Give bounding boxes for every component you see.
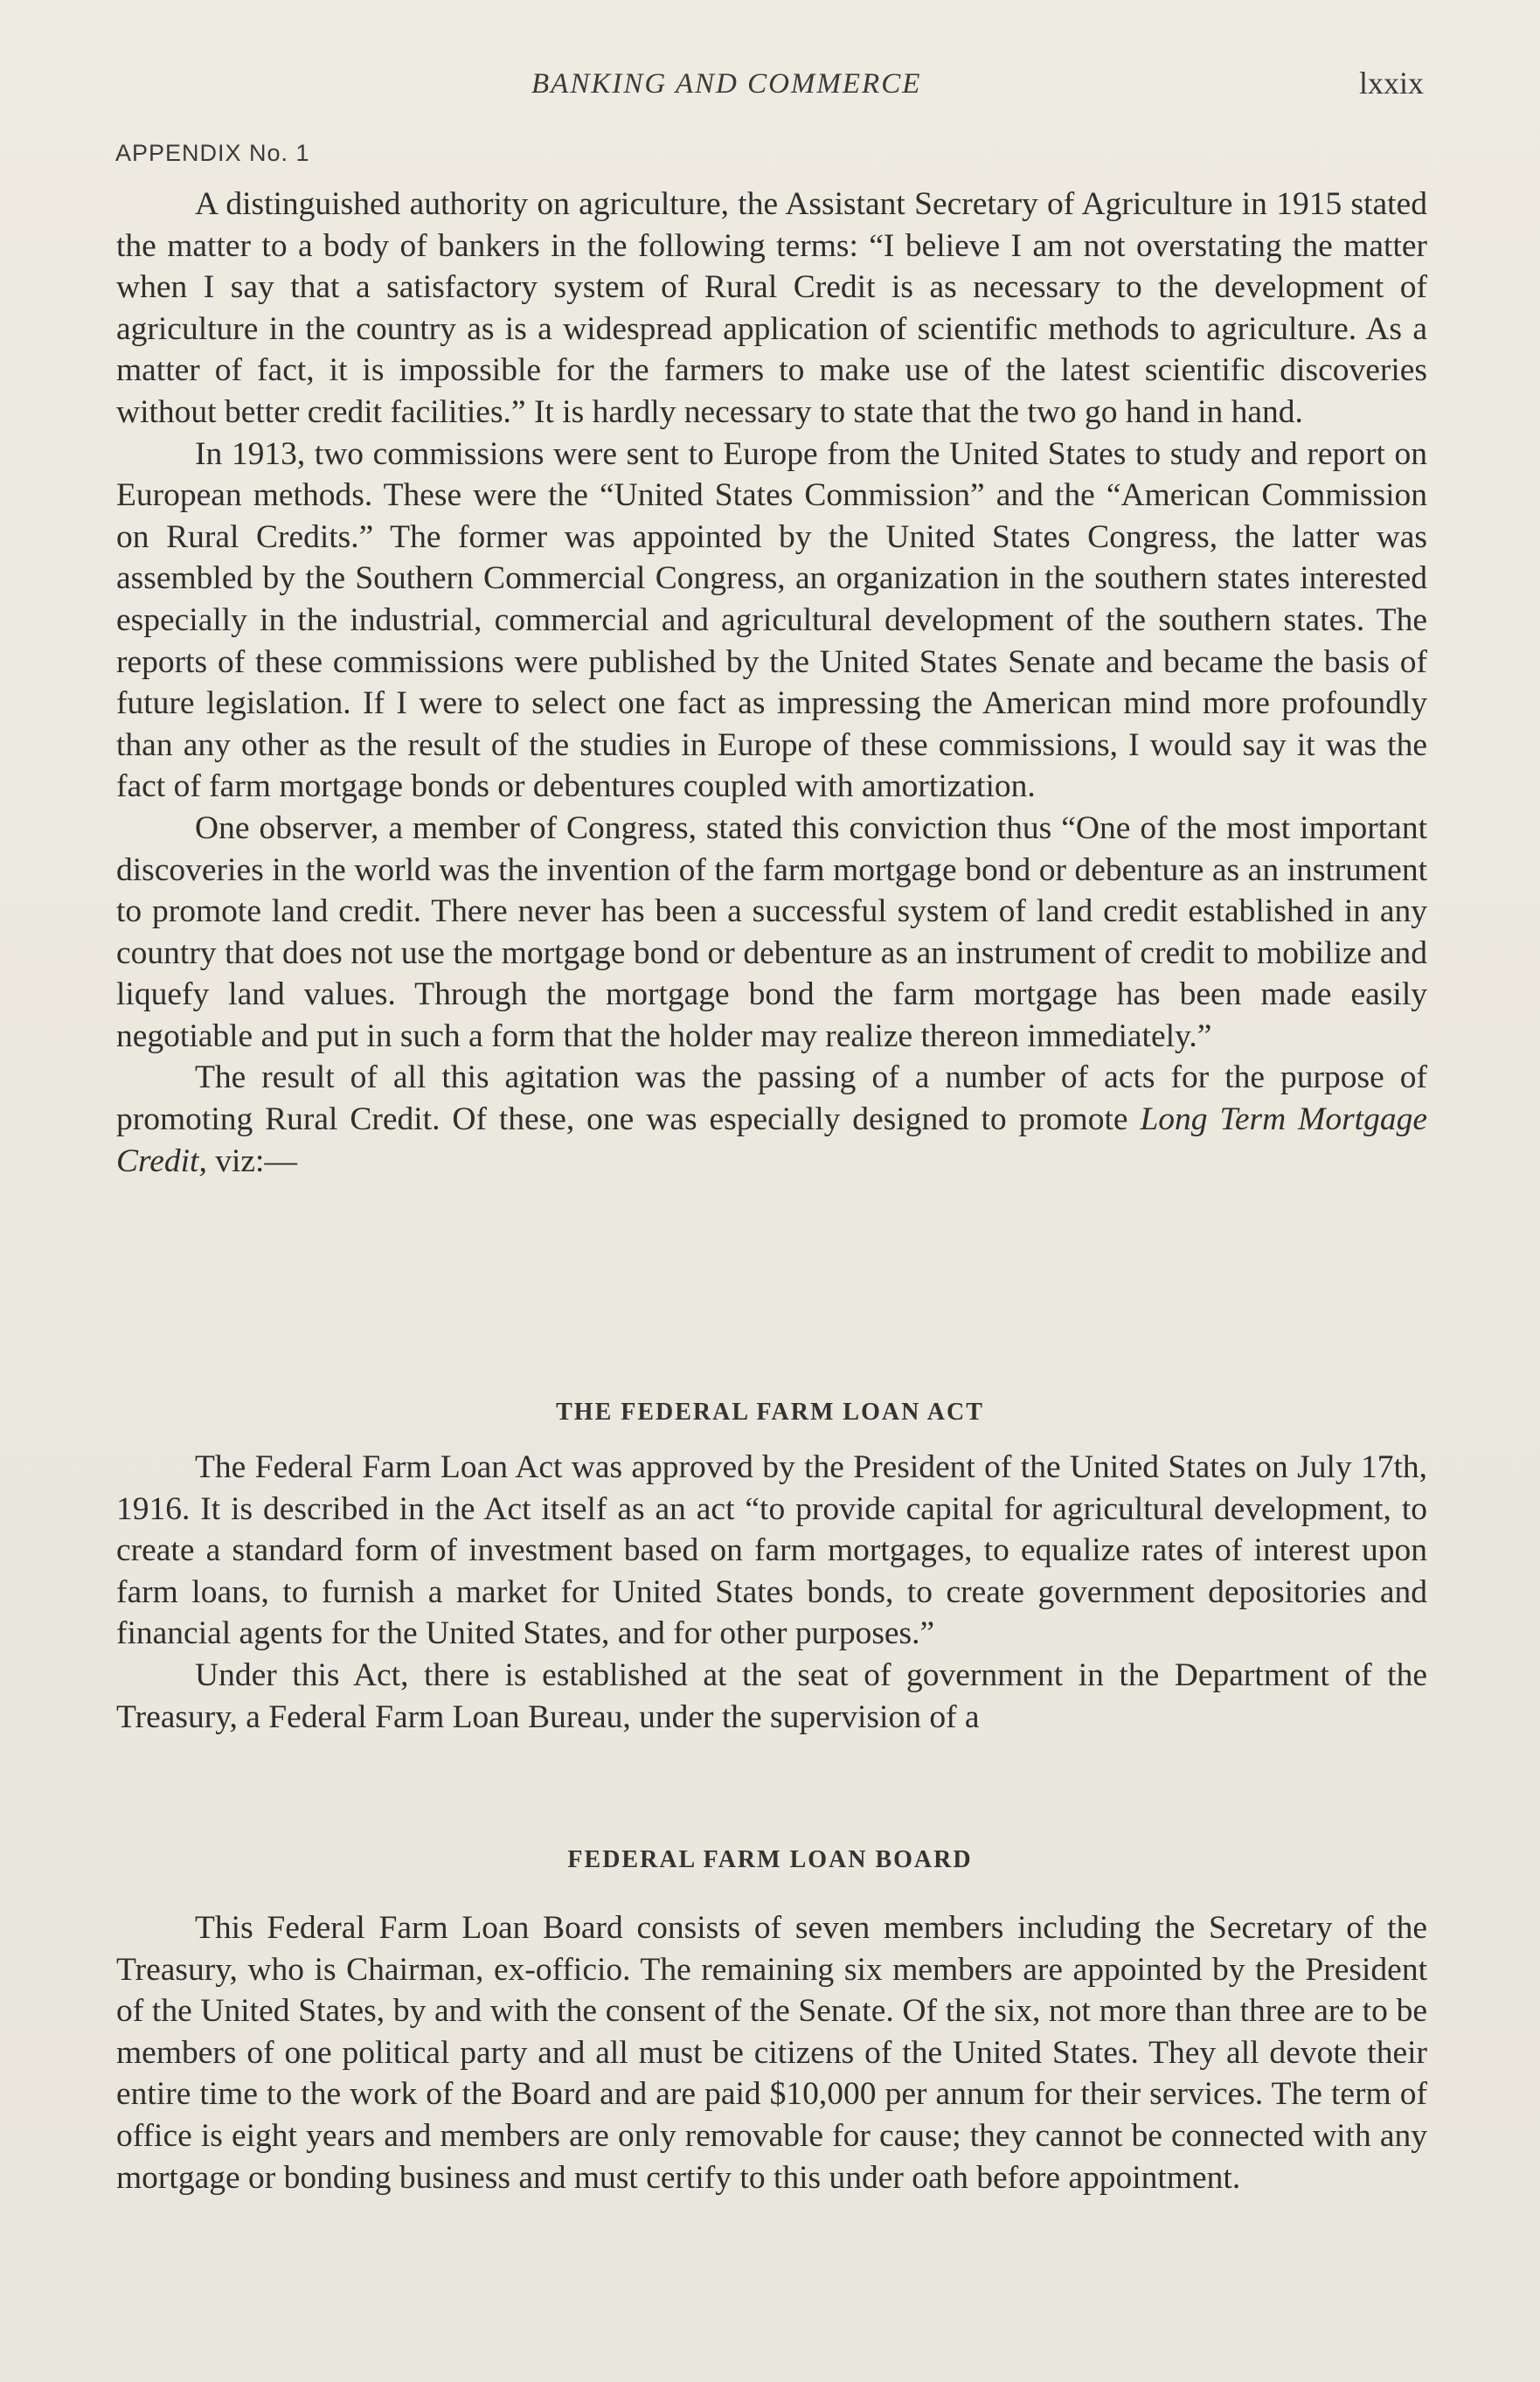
page-number: lxxix [1359,66,1425,101]
section-heading-farm-loan-board: FEDERAL FARM LOAN BOARD [567,1846,973,1873]
farm-loan-act-text-block [116,1447,1427,1738]
paragraph: A distinguished authority on agriculture, the Assistant Secretary of Agriculture in 1915 stated the matter to a body of bankers in the following terms: “I believe I am not overstating the matter when I say that a satisfactory system of Rural Credit is as necessary to the development of agriculture in the country as is a widespread application of scientific methods to agriculture. As a matter of fact, it is impossible for the farmers to make use of the latest scientific discoveries without better credit facilities.” It is hardly necessary to state that the two go hand in hand. [116,186,1427,430]
result-italic-term: Long Term Mortgage Credit, [116,1101,1427,1179]
running-title: BANKING AND COMMERCE [531,68,922,100]
paragraph: The Federal Farm Loan Act was approved by the President of the United States on July 17th, 1916. It is described in the Act itself as an act “to provide capital for agricultural development, to create a standard form of investment based on farm mortgages, to equalize rates of interest upon farm loans, to furnish a market for United States bonds, to create government depositories and financial agents for the United States, and for other purposes.” [116,1449,1427,1652]
intro-text-block [116,184,1427,1182]
paragraph-result [116,1057,1427,1182]
section-heading-farm-loan-act: THE FEDERAL FARM LOAN ACT [556,1399,984,1426]
paragraph: One observer, a member of Congress, stated this conviction thus “One of the most important discoveries in the world was the invention of the farm mortgage bond or debenture as an instrument to promote land credit. There never has been a successful system of land credit established in any country that does not use the mortgage bond or debenture as an instrument of credit to mobilize and liquefy land values. Through the mortgage bond the farm mortgage has been made easily negotiable and put in such a form that the holder may realize thereon immediately.” [116,809,1427,1054]
paragraph: Under this Act, there is established at the seat of government in the Department of the Treasury, a Federal Farm Loan Bureau, under the supervision of a [116,1656,1427,1735]
result-text-after: viz:— [206,1142,297,1179]
result-text-before: The result of all this agitation was the passing of a number of acts for the purpose of promoting Rural Credit. Of these, one was especially designed to promote [116,1059,1427,1138]
paragraph: In 1913, two commissions were sent to Europe from the United States to study and report on European methods. These were the “United States Commission” and the “American Commission on Rural Credits.” The former was appointed by the United States Congress, the latter was assembled by the Southern Commercial Congress, an organization in the southern states interested especially in the industrial, commercial and agricultural development of the southern states. The reports of these commissions were published by the United States Senate and became the basis of future legislation. If I were to select one fact as impressing the American mind more profoundly than any other as the result of the studies in Europe of these commissions, I would say it was the fact of farm mortgage bonds or debentures coupled with amortization. [116,435,1427,805]
farm-loan-board-text-block [116,1907,1427,2198]
appendix-label: APPENDIX No. 1 [115,140,310,166]
running-head [0,68,1540,112]
paragraph: This Federal Farm Loan Board consists of seven members including the Secretary of the Treasury, who is Chairman, ex-officio. The remaining six members are appointed by the President of the United States, by and with the consent of the Senate. Of the six, not more than three are to be members of one political party and all must be citizens of the United States. They all devote their entire time to the work of the Board and are paid $10,000 per annum for their services. The term of office is eight years and members are only removable for cause; they cannot be connected with any mortgage or bonding business and must certify to this under oath before appointment. [116,1910,1427,2196]
